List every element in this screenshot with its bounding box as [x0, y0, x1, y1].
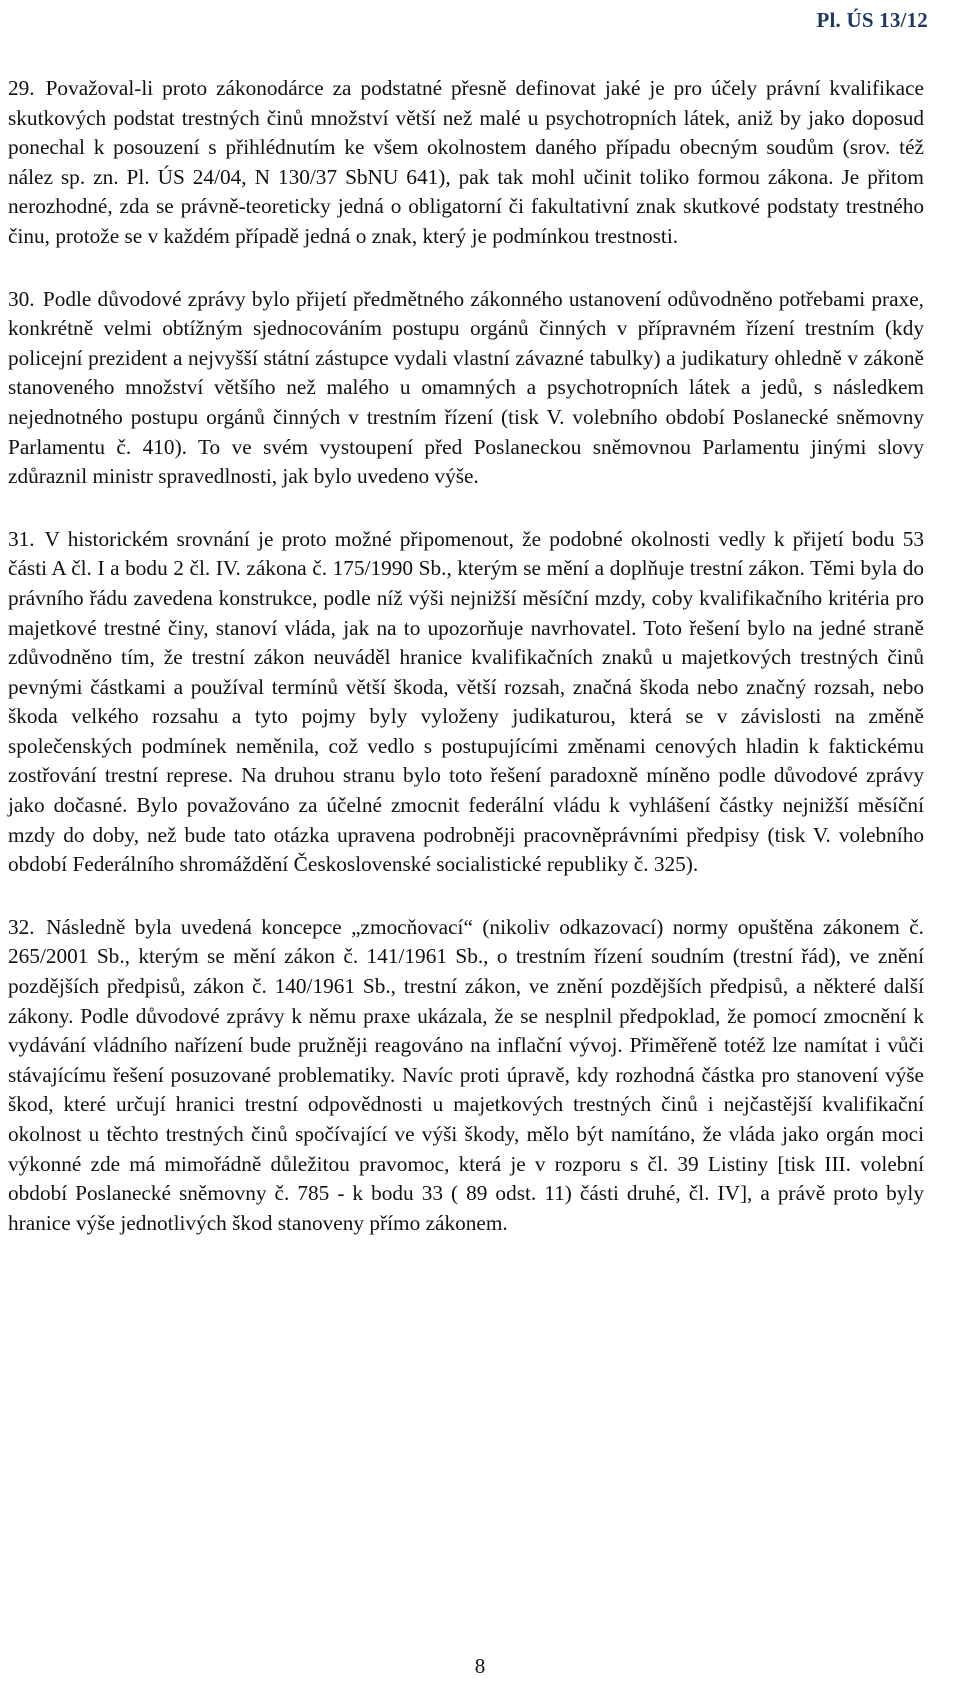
paragraph-32 — [8, 913, 924, 1239]
paragraph-29 — [8, 74, 924, 252]
paragraph-30 — [8, 285, 924, 492]
page-number: 8 — [474, 1654, 486, 1678]
paragraph-31 — [8, 525, 924, 880]
paragraph-number: 32. — [8, 914, 35, 939]
paragraph-number: 31. — [8, 526, 35, 551]
case-reference-header: Pl. ÚS 13/12 — [816, 8, 928, 32]
paragraph-number: 30. — [8, 286, 35, 311]
paragraph-text: Podle důvodové zprávy bylo přijetí předmětného zákonného ustanovení odůvodněno potřebami praxe, konkrétně velmi obtížným sjednocováním postupu orgánů činných v přípravném řízení trestním (kdy policejní prezident a nejvyšší státní zástupce vydali vlastní závazné tabulky) a judikatury ohledně v zákoně stanoveného množství většího než malého u omamných a psychotropních látek a jedů, s následkem nejednotného postupu orgánů činných v trestním řízení (tisk V. volebního období Poslanecké sněmovny Parlamentu č. 410). To ve svém vystoupení před Poslaneckou sněmovnou Parlamentu jinými slovy zdůraznil ministr spravedlnosti, jak bylo uvedeno výše. — [8, 286, 925, 489]
paragraph-text: V historickém srovnání je proto možné připomenout, že podobné okolnosti vedly k přijetí bodu 53 části A čl. I a bodu 2 čl. IV. zákona č. 175/1990 Sb., kterým se mění a doplňuje trestní zákon. Těmi byla do právního řádu zavedena konstrukce, podle níž výši nejnižší měsíční mzdy, coby kvalifikačního kritéria pro majetkové trestné činy, stanoví vláda, jak na to upozorňuje navrhovatel. Toto řešení bylo na jedné straně zdůvodněno tím, že trestní zákon neuváděl hranice kvalifikačních znaků u majetkových trestných činů pevnými částkami a používal termínů větší škoda, větší rozsah, značná škoda nebo značný rozsah, nebo škoda velkého rozsahu a tyto pojmy byly vyloženy judikaturou, která se v závislosti na změně společenských podmínek neměnila, což vedlo s postupujícími změnami cenových hladin k faktickému zostřování trestní represe. Na druhou stranu bylo toto řešení paradoxně míněno podle důvodové zprávy jako dočasné. Bylo považováno za účelné zmocnit federální vládu k vyhlášení částky nejnižší měsíční mzdy do doby, než bude tato otázka upravena podrobněji pracovněprávními předpisy (tisk V. volebního období Federálního shromáždění Československé socialistické republiky č. 325). — [8, 526, 924, 877]
paragraph-text: Následně byla uvedená koncepce „zmocňovací“ (nikoliv odkazovací) normy opuštěna zákonem č. 265/2001 Sb., kterým se mění zákon č. 141/1961 Sb., o trestním řízení soudním (trestní řád), ve znění pozdějších předpisů, zákon č. 140/1961 Sb., trestní zákon, ve znění pozdějších předpisů, a některé další zákony. Podle důvodové zprávy k němu praxe ukázala, že se nesplnil předpoklad, že pomocí zmocnění k vydávání vládního nařízení bude pružněji reagováno na inflační vývoj. Přiměřeně totéž lze namítat i vůči stávajícímu řešení posuzované problematiky. Navíc proti úpravě, kdy rozhodná částka pro stanovení výše škod, které určují hranici trestní odpovědnosti u majetkových trestných činů i nejčastější kvalifikační okolnost u těchto trestných činů spočívající ve výši škody, mělo být namítáno, že vláda jako orgán moci výkonné zde má mimořádně důležitou pravomoc, která je v rozporu s čl. 39 Listiny [tisk III. volební období Poslanecké sněmovny č. 785 - k bodu 33 ( 89 odst. 11) části druhé, čl. IV], a právě proto byly hranice výše jednotlivých škod stanoveny přímo zákonem. — [8, 914, 925, 1235]
document-body — [8, 74, 924, 1271]
paragraph-text: Považoval-li proto zákonodárce za podstatné přesně definovat jaké je pro účely právní kvalifikace skutkových podstat trestných činů množství větší než malé u psychotropních látek, aniž by jako doposud ponechal k posouzení s přihlédnutím ke všem okolnostem daného případu obecným soudům (srov. též nález sp. zn. Pl. ÚS 24/04, N 130/37 SbNU 641), pak tak mohl učinit toliko formou zákona. Je přitom nerozhodné, zda se právně-teoreticky jedná o obligatorní či fakultativní znak skutkové podstaty trestného činu, protože se v každém případě jedná o znak, který je podmínkou trestnosti. — [8, 76, 925, 248]
paragraph-number: 29. — [8, 76, 35, 100]
